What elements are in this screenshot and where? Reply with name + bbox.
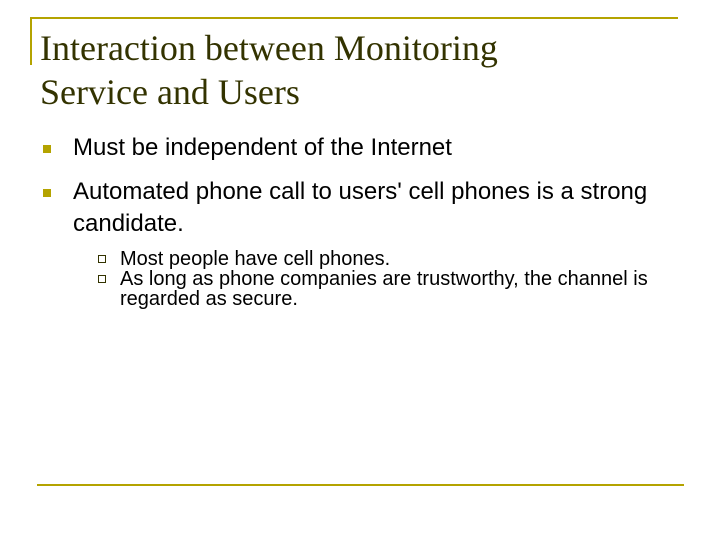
slide-title-line-2: Service and Users — [40, 72, 300, 112]
hollow-square-bullet-icon — [98, 275, 106, 283]
bottom-rule — [37, 484, 684, 486]
filled-square-bullet-icon — [43, 145, 51, 153]
bullet-text: Automated phone call to users' cell phones is a strong candidate. — [73, 178, 648, 237]
sub-bullet-text: As long as phone companies are trustworthy, the channel is regarded as secure. — [120, 268, 648, 310]
sub-bullet-item-secure-channel — [98, 269, 665, 309]
sub-bullet-list — [73, 249, 683, 309]
filled-square-bullet-icon — [43, 189, 51, 197]
top-rule — [30, 17, 678, 19]
bullet-list — [43, 132, 683, 321]
slide-title — [40, 26, 680, 114]
slide-title-line-1: Interaction between Monitoring — [40, 28, 498, 68]
hollow-square-bullet-icon — [98, 255, 106, 263]
sub-bullet-item-cell-phones — [98, 249, 665, 269]
bullet-text: Must be independent of the Internet — [73, 134, 452, 161]
bullet-item-internet-independence — [43, 132, 683, 164]
left-rule — [30, 17, 32, 65]
bullet-item-automated-phone-call — [43, 176, 683, 309]
sub-bullet-text: Most people have cell phones. — [120, 248, 391, 270]
